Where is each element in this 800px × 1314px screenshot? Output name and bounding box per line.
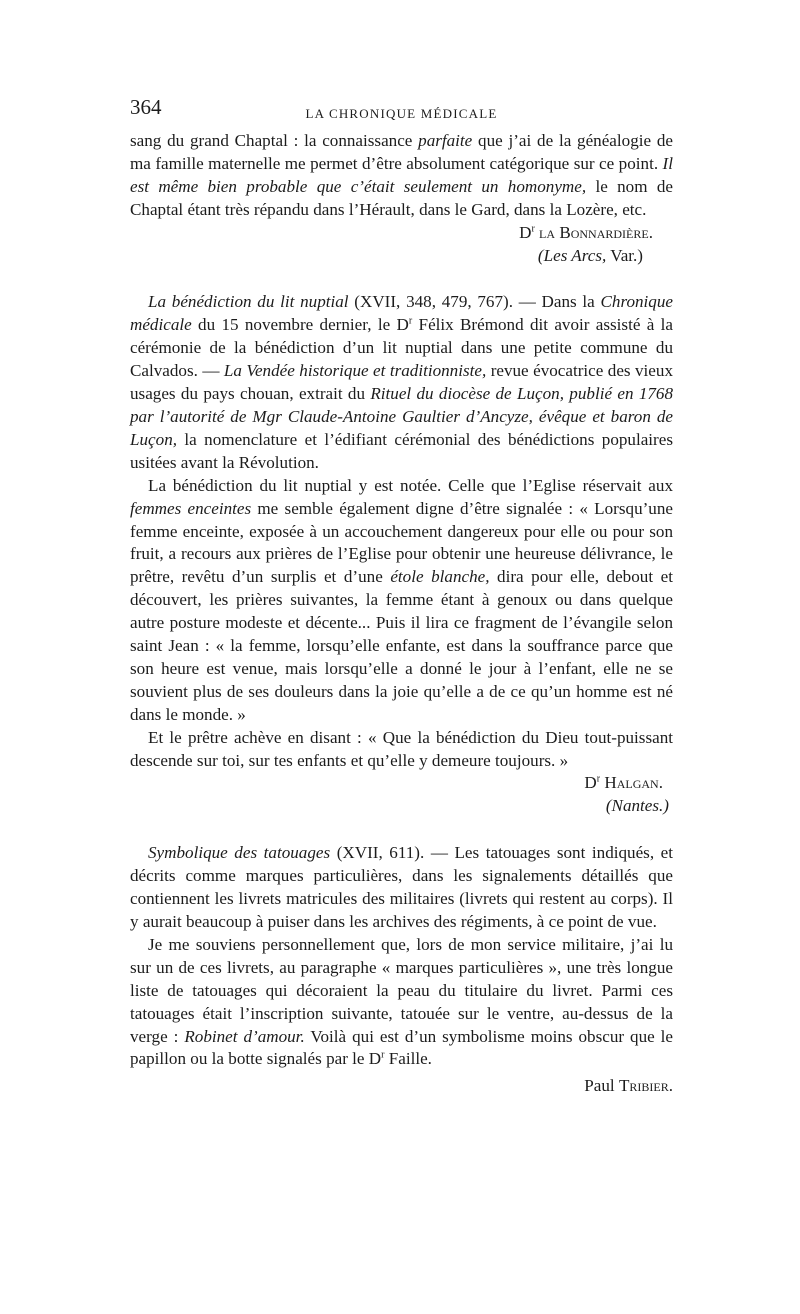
paragraph-tatouages-intro: Symbolique des tatouages (XVII, 611). — Les tatouages sont indiqués, et décrits comme marques particulières, dans les signalements détaillés que contiennent les livrets matricules des militaires (livrets qui restent au corps). Il y aurait beaucoup à puiser dans les archives des régiments, à ce point de vue. (130, 843, 673, 931)
spacer (130, 267, 673, 291)
signature-place-halgan: (Nantes.) (605, 796, 669, 816)
paragraph-chaptal: sang du grand Chaptal : la connaissance parfaite que j’ai de la généalogie de ma famille maternelle me permet d’être absolument catégorique sur ce point. Il est même bien probable que c’était seulement un homonyme, le nom de Chaptal étant très répandu dans l’Hérault, dans le Gard, dans la Lozère, etc. (130, 131, 673, 219)
page (130, 95, 674, 1098)
signature-tribier: Paul Tribier. (584, 1076, 673, 1096)
running-title: LA CHRONIQUE MÉDICALE (305, 106, 498, 121)
paragraph-benediction-end: Et le prêtre achève en disant : « Que la bénédiction du Dieu tout-puissant descende sur toi, sur tes enfants et qu’elle y demeure toujours. » (130, 727, 673, 770)
article-title-tatouages: Symbolique des tatouages (148, 843, 331, 863)
paragraph-benediction-body: La bénédiction du lit nuptial y est notée. Celle que l’Eglise réservait aux femmes enceintes me semble également digne d’être signalée : « Lorsqu’une femme enceinte, exposée à un accouchement dangereux pour elle ou pour son fruit, a recours aux prières de l’Eglise pour obtenir une heureuse délivrance, le prêtre, revêtu d’un surplis et d’une étole blanche, dira pour elle, debout et découvert, les prières suivantes, la femme étant à genoux ou dans quelque autre posture modeste et décente... Puis il lira ce fragment de l’évangile selon saint Jean : « la femme, lorsqu’elle enfante, est dans la souffrance parce que son heure est venue, mais lorsqu’elle a donné le jour à l’enfant, elle ne se souvient plus de ses douleurs dans la joie qu’elle a de ce qu’un homme est né dans le monde. » (130, 475, 673, 724)
signature-bonnardiere: $D^r$ la Bonnardière. (519, 222, 653, 242)
page-number: 364 (130, 95, 162, 119)
spacer (130, 818, 673, 842)
signature-place-bonnardiere: (Les Arcs, Var.) (537, 245, 643, 265)
paragraph-benediction-intro: La bénédiction du lit nuptial (XVII, 348, 479, 767). — Dans la Chronique médicale du 15 novembre dernier, le $D^r$ Félix Brémond dit avoir assisté à la cérémonie de la bénédiction d’un lit nuptial dans une petite commune du Calvados. — La Vendée historique et traditionniste, revue évocatrice des vieux usages du pays chouan, extrait du Rituel du diocèse de Luçon, publié en 1768 par l’autorité de Mgr Claude-Antoine Gaultier d’Ancyze, évêque et baron de Luçon, la nomenclature et l’édifiant cérémonial des bénédictions populaires usitées avant la Révolution. (130, 292, 674, 472)
paragraph-tatouages-body: Je me souviens personnellement que, lors de mon service militaire, j’ai lu sur un de ces livrets, au paragraphe « marques particulières », une très longue liste de tatouages qui décoraient la peau du titulaire du livret. Parmi ces tatouages était l’inscription suivante, tatouée sur le ventre, au-dessus de la verge : Robinet d’amour. Voilà qui est d’un symbolisme moins obscur que le papillon ou la botte signalés par le $D^r$ Faille. (130, 934, 673, 1069)
page-header (130, 95, 673, 130)
article-title-benediction: La bénédiction du lit nuptial (148, 292, 349, 312)
signature-halgan: $D^r$ Halgan. (584, 773, 663, 793)
